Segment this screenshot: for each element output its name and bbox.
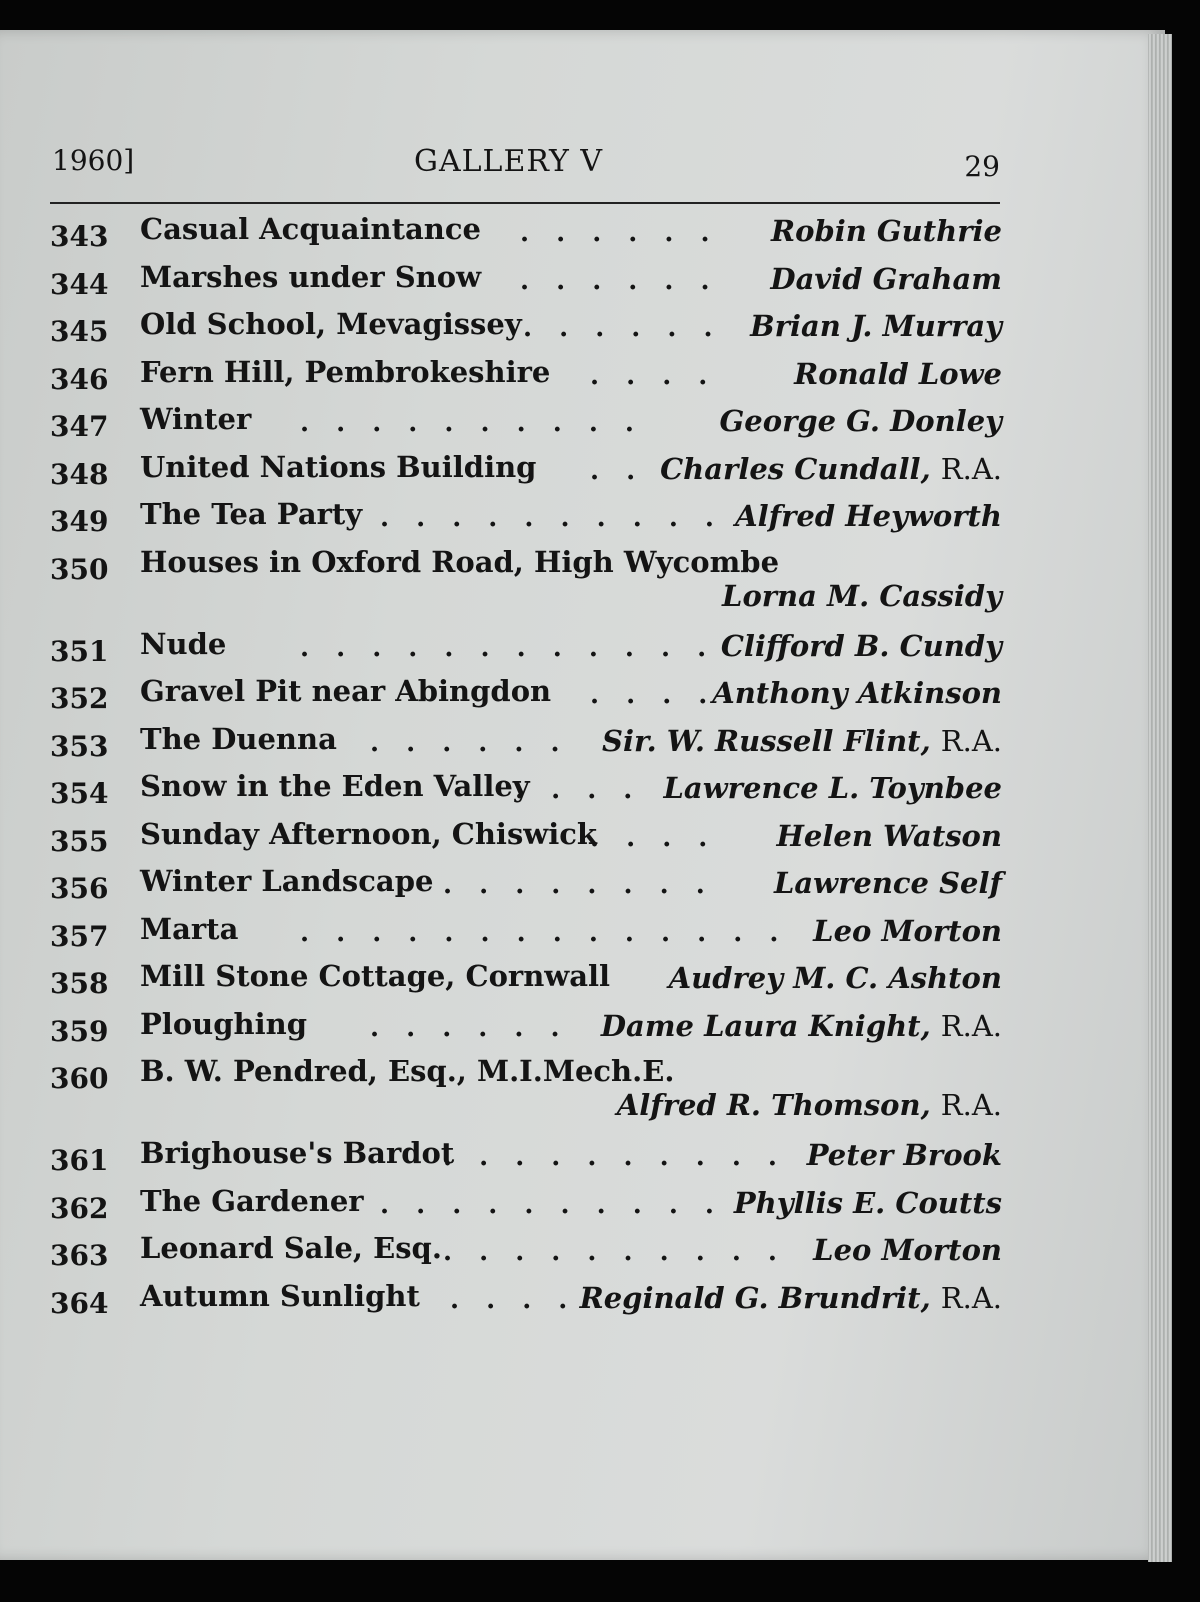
dot-leader: . . . . . . <box>520 218 719 248</box>
entry-number: 361 <box>50 1144 109 1177</box>
dot-leader: . . . . <box>450 1284 577 1315</box>
entry-artist <box>807 1138 1002 1172</box>
entry-artist <box>774 866 1002 900</box>
dot-leader: . . . . . . <box>523 313 722 343</box>
catalogue-entry <box>50 1007 1002 1055</box>
entry-artist <box>580 1281 1002 1315</box>
entry-number: 356 <box>50 872 109 905</box>
artist-name: Audrey M. C. Ashton <box>668 961 1002 995</box>
entry-title: B. W. Pendred, Esq., M.I.Mech.E. <box>140 1054 675 1088</box>
entry-number: 347 <box>50 410 109 443</box>
entry-number: 364 <box>50 1286 109 1320</box>
artist-name: Peter Brook <box>806 1138 1002 1172</box>
entry-title: United Nations Building <box>140 449 537 484</box>
artist-honour: R.A. <box>940 723 1002 758</box>
artist-name: Alfred Heyworth <box>735 499 1002 533</box>
entry-artist <box>712 676 1002 710</box>
entry-artist <box>750 309 1002 343</box>
dot-leader: . . . . . . . . . . <box>443 1237 786 1267</box>
entry-number: 358 <box>50 967 109 1000</box>
catalogue-entry <box>50 674 1002 722</box>
dot-leader: . . . . . . . . . . <box>443 1142 786 1172</box>
catalogue-entry <box>50 450 1002 498</box>
page-edge <box>1148 34 1172 1562</box>
entry-title: Fern Hill, Pembrokeshire <box>140 354 551 389</box>
entry-title: Houses in Oxford Road, High Wycombe <box>140 544 780 579</box>
catalogue-entry <box>50 545 1002 627</box>
entry-number: 352 <box>50 682 109 715</box>
artist-name: Lawrence L. Toynbee <box>663 771 1002 805</box>
entry-artist <box>770 262 1002 296</box>
entry-artist <box>721 629 1002 663</box>
entry-artist <box>669 961 1002 995</box>
entry-artist <box>601 1009 1002 1043</box>
dot-leader: . . . . <box>590 822 717 853</box>
artist-honour: R.A. <box>940 451 1002 486</box>
catalogue-entry <box>50 1231 1002 1279</box>
entry-title: Ploughing <box>140 1006 307 1041</box>
entry-title: Casual Acquaintance <box>140 212 481 246</box>
artist-name: Helen Watson <box>776 818 1002 853</box>
dot-leader: . . . . . . <box>520 265 719 296</box>
gallery-title: GALLERY V <box>414 144 604 179</box>
running-header <box>52 138 1010 186</box>
artist-name: Anthony Atkinson <box>712 676 1002 710</box>
catalogue-entry <box>50 1184 1002 1232</box>
entry-artist <box>813 914 1002 948</box>
entry-artist <box>813 1233 1002 1267</box>
entry-number: 362 <box>50 1191 109 1225</box>
entry-title: Marta <box>140 911 239 946</box>
artist-honour: R.A. <box>940 1280 1002 1315</box>
artist-name: Dame Laura Knight, <box>600 1008 931 1043</box>
catalogue-entry <box>50 912 1002 960</box>
artist-honour: R.A. <box>940 1008 1002 1043</box>
entry-title: Winter Landscape <box>140 864 434 898</box>
dot-leader: . . . . . . . . . . . . <box>300 632 716 663</box>
entry-number: 345 <box>50 315 109 348</box>
dot-leader: . . <box>590 455 645 486</box>
dot-leader: . . . . . . . . . . <box>380 503 723 533</box>
dot-leader: . . . . <box>590 360 717 391</box>
entry-artist <box>720 404 1002 438</box>
artist-name: Robin Guthrie <box>771 214 1002 248</box>
entry-artist <box>777 819 1003 853</box>
artist-name: Clifford B. Cundy <box>720 628 1002 663</box>
catalogue-entry <box>50 402 1002 450</box>
entry-artist <box>771 214 1002 248</box>
catalogue-entry <box>50 497 1002 545</box>
entry-title: Old School, Mevagissey <box>140 307 522 341</box>
artist-name: Sir. W. Russell Flint, <box>602 723 931 758</box>
entry-number: 349 <box>50 505 109 538</box>
entry-number: 348 <box>50 457 109 491</box>
artist-name: Lorna M. Cassidy <box>722 578 1002 613</box>
dot-leader: . . . . . . <box>370 1012 569 1043</box>
catalogue-entry <box>50 769 1002 817</box>
entry-artist <box>602 724 1002 758</box>
entry-number: 350 <box>50 552 109 586</box>
catalogue-entry <box>50 1279 1002 1327</box>
artist-name: Charles Cundall, <box>660 451 931 486</box>
catalogue-entry <box>50 1136 1002 1184</box>
entry-number: 363 <box>50 1239 109 1272</box>
artist-name: Ronald Lowe <box>794 356 1002 391</box>
header-rule <box>50 202 1000 204</box>
entry-title: Autumn Sunlight <box>140 1278 420 1313</box>
entry-title: Marshes under Snow <box>140 259 482 294</box>
artist-name: Leo Morton <box>813 913 1002 948</box>
header-year: 1960] <box>52 144 135 177</box>
catalogue-entry <box>50 722 1002 770</box>
entry-title: Gravel Pit near Abingdon <box>140 674 552 708</box>
catalogue-entry <box>50 627 1002 675</box>
entry-title: The Gardener <box>140 1183 364 1218</box>
artist-name: Phyllis E. Coutts <box>733 1185 1002 1220</box>
entry-artist <box>735 499 1002 533</box>
entry-number: 360 <box>50 1062 109 1095</box>
catalogue-entry <box>50 817 1002 865</box>
dot-leader: . . . . <box>515 775 642 805</box>
dot-leader: . . . . . . . . . . <box>300 408 643 438</box>
dot-leader: . . . . . . . . <box>443 870 714 900</box>
entry-number: 357 <box>50 919 109 953</box>
entry-title: Snow in the Eden Valley <box>140 769 530 803</box>
artist-name: Reginald G. Brundrit, <box>579 1280 931 1315</box>
entry-title: Leonard Sale, Esq. <box>140 1231 442 1265</box>
entry-title: Sunday Afternoon, Chiswick <box>140 816 598 851</box>
artist-name: Leo Morton <box>813 1233 1002 1267</box>
entry-number: 346 <box>50 362 109 396</box>
entry-number: 354 <box>50 777 109 810</box>
page-number: 29 <box>964 150 1000 183</box>
artist-name: George G. Donley <box>719 404 1002 438</box>
catalogue-entry <box>50 1054 1002 1136</box>
entry-title: Brighouse's Bardot <box>140 1136 455 1170</box>
artist-name: Lawrence Self <box>773 866 1002 900</box>
artist-name: Brian J. Murray <box>750 309 1002 343</box>
catalogue-entry <box>50 307 1002 355</box>
catalogue-entry <box>50 864 1002 912</box>
catalogue-entry <box>50 260 1002 308</box>
entry-artist <box>664 771 1002 805</box>
entry-title: The Duenna <box>140 721 337 756</box>
artist-name: David Graham <box>770 261 1002 296</box>
entry-artist <box>734 1186 1002 1220</box>
entry-artist <box>722 579 1002 613</box>
artist-name: Alfred R. Thomson, <box>616 1088 931 1122</box>
catalogue-entry <box>50 212 1002 260</box>
entry-title: The Tea Party <box>140 497 363 531</box>
dot-leader: . . . . . . <box>370 727 569 758</box>
entry-number: 353 <box>50 729 109 763</box>
entry-title: Mill Stone Cottage, Cornwall <box>140 959 611 993</box>
dot-leader: . . . . . . . . . . . . . . <box>300 917 788 948</box>
entry-title: Nude <box>140 626 227 661</box>
entry-number: 351 <box>50 634 109 668</box>
entry-title: Winter <box>140 402 252 436</box>
entry-artist <box>660 452 1002 486</box>
catalogue-entry <box>50 959 1002 1007</box>
entry-artist <box>617 1088 1002 1122</box>
catalogue-entries <box>50 212 1002 1326</box>
entry-number: 344 <box>50 267 109 301</box>
catalogue-entry <box>50 355 1002 403</box>
entry-number: 343 <box>50 220 109 253</box>
entry-number: 355 <box>50 824 109 858</box>
entry-number: 359 <box>50 1014 109 1048</box>
dot-leader: . . . . . . . . . . <box>380 1189 723 1220</box>
entry-artist <box>794 357 1002 391</box>
dot-leader: . . . . <box>590 680 717 710</box>
artist-honour: R.A. <box>940 1088 1002 1122</box>
